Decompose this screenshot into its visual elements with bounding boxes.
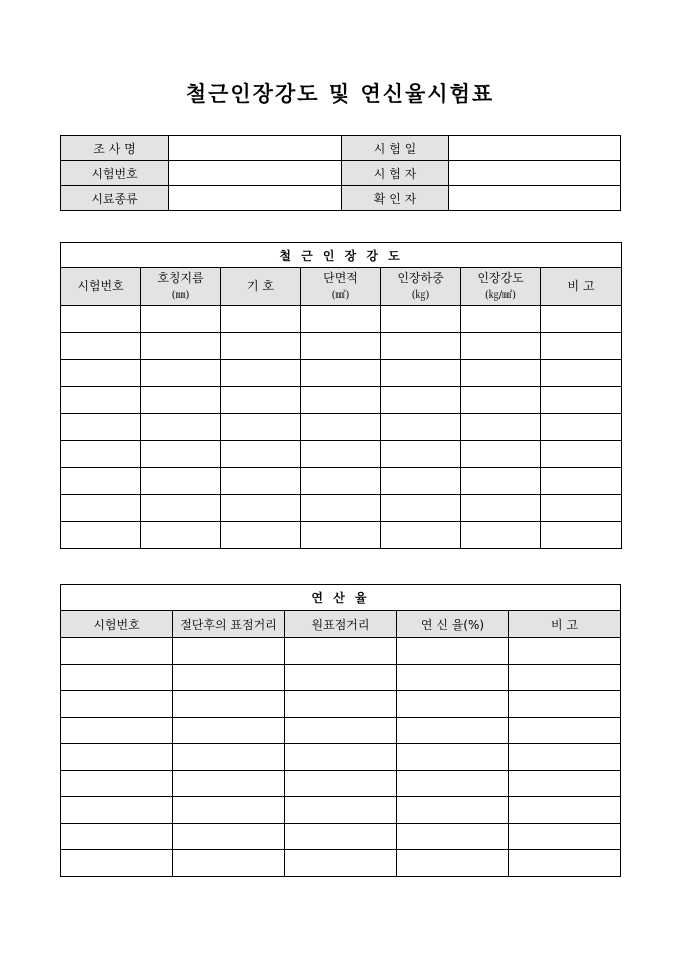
table-cell[interactable] (397, 638, 509, 665)
table-cell[interactable] (381, 522, 461, 549)
table-cell[interactable] (61, 522, 141, 549)
table-cell[interactable] (541, 387, 622, 414)
table-cell[interactable] (221, 522, 301, 549)
table-row (61, 306, 622, 333)
table-cell[interactable] (141, 522, 221, 549)
table-cell[interactable] (173, 664, 285, 691)
table-row (61, 638, 621, 665)
column-header: 연 신 율(%) (397, 611, 509, 638)
table-cell[interactable] (221, 360, 301, 387)
tensile-strength-table (60, 242, 622, 549)
table-cell[interactable] (61, 333, 141, 360)
table-cell[interactable] (61, 468, 141, 495)
table-cell[interactable] (173, 638, 285, 665)
table-cell[interactable] (61, 797, 173, 824)
table-cell[interactable] (61, 744, 173, 771)
info-row (61, 161, 621, 186)
info-table-body (61, 136, 621, 211)
table-cell[interactable] (461, 468, 541, 495)
table-cell[interactable] (221, 387, 301, 414)
tensile-header-row (61, 268, 622, 306)
table-cell[interactable] (381, 441, 461, 468)
column-header (301, 268, 381, 306)
table-cell[interactable] (61, 823, 173, 850)
table-cell[interactable] (461, 522, 541, 549)
table-cell[interactable] (141, 387, 221, 414)
table-cell[interactable] (509, 691, 621, 718)
elongation-header-row (61, 611, 621, 638)
table-cell[interactable] (301, 441, 381, 468)
table-cell[interactable] (397, 664, 509, 691)
table-cell[interactable] (221, 495, 301, 522)
table-cell[interactable] (173, 797, 285, 824)
table-cell[interactable] (541, 333, 622, 360)
table-cell[interactable] (461, 441, 541, 468)
table-cell[interactable] (141, 360, 221, 387)
column-label: 호칭지름 (157, 270, 204, 285)
column-header (141, 268, 221, 306)
table-cell[interactable] (285, 850, 397, 877)
table-cell[interactable] (509, 664, 621, 691)
info-value-field[interactable] (449, 161, 621, 186)
column-label: 인장강도 (477, 270, 524, 285)
column-header (61, 268, 141, 306)
table-cell[interactable] (141, 333, 221, 360)
column-header: 원표점거리 (285, 611, 397, 638)
column-header (381, 268, 461, 306)
table-cell[interactable] (541, 441, 622, 468)
table-cell[interactable] (173, 770, 285, 797)
column-header: 비 고 (509, 611, 621, 638)
table-cell[interactable] (61, 306, 141, 333)
table-cell[interactable] (221, 333, 301, 360)
table-cell[interactable] (509, 770, 621, 797)
table-cell[interactable] (461, 414, 541, 441)
table-row (61, 495, 622, 522)
info-value-field[interactable] (169, 186, 342, 211)
column-header: 시험번호 (61, 611, 173, 638)
info-value-field[interactable] (169, 161, 342, 186)
table-cell[interactable] (541, 495, 622, 522)
info-row (61, 186, 621, 211)
tensile-table-title: 철 근 인 장 강 도 (61, 243, 622, 268)
elongation-table-body (61, 585, 621, 877)
info-label: 시 험 자 (342, 161, 449, 186)
table-cell[interactable] (61, 770, 173, 797)
table-cell[interactable] (461, 360, 541, 387)
table-cell[interactable] (61, 691, 173, 718)
table-cell[interactable] (285, 744, 397, 771)
column-label: 비 고 (567, 279, 595, 293)
table-cell[interactable] (381, 360, 461, 387)
table-cell[interactable] (541, 360, 622, 387)
table-cell[interactable] (397, 744, 509, 771)
table-cell[interactable] (397, 797, 509, 824)
table-cell[interactable] (509, 717, 621, 744)
table-row (61, 333, 622, 360)
column-header (541, 268, 622, 306)
info-label: 확 인 자 (342, 186, 449, 211)
table-cell[interactable] (221, 468, 301, 495)
table-cell[interactable] (301, 522, 381, 549)
table-cell[interactable] (173, 744, 285, 771)
column-unit: (㎏) (411, 289, 430, 301)
table-cell[interactable] (301, 333, 381, 360)
table-row (61, 522, 622, 549)
column-header (221, 268, 301, 306)
table-cell[interactable] (381, 495, 461, 522)
table-cell[interactable] (509, 823, 621, 850)
table-cell[interactable] (509, 744, 621, 771)
info-row (61, 136, 621, 161)
table-cell[interactable] (397, 770, 509, 797)
table-cell[interactable] (397, 717, 509, 744)
table-cell[interactable] (301, 414, 381, 441)
table-cell[interactable] (541, 414, 622, 441)
table-row (61, 691, 621, 718)
table-cell[interactable] (301, 306, 381, 333)
table-cell[interactable] (285, 717, 397, 744)
table-cell[interactable] (285, 691, 397, 718)
column-header: 절단후의 표점거리 (173, 611, 285, 638)
table-cell[interactable] (509, 850, 621, 877)
info-label: 시 험 일 (342, 136, 449, 161)
table-cell[interactable] (141, 414, 221, 441)
table-cell[interactable] (61, 664, 173, 691)
table-cell[interactable] (397, 850, 509, 877)
column-unit: (㎟) (331, 289, 350, 301)
table-cell[interactable] (381, 468, 461, 495)
table-cell[interactable] (221, 306, 301, 333)
table-cell[interactable] (301, 387, 381, 414)
document-title: 철근인장강도 및 연신율시험표 (185, 81, 495, 106)
table-cell[interactable] (61, 414, 141, 441)
table-cell[interactable] (541, 522, 622, 549)
table-cell[interactable] (61, 638, 173, 665)
table-row (61, 468, 622, 495)
column-unit: (㎏/㎟) (484, 289, 517, 301)
column-header (461, 268, 541, 306)
table-cell[interactable] (397, 691, 509, 718)
elongation-table (60, 584, 621, 877)
table-cell[interactable] (301, 360, 381, 387)
elongation-table-title: 연 산 율 (61, 585, 621, 611)
info-label: 시료종류 (61, 186, 169, 211)
table-cell[interactable] (461, 306, 541, 333)
column-label: 인장하중 (397, 270, 444, 285)
table-row (61, 850, 621, 877)
tensile-table-body (61, 243, 622, 549)
table-cell[interactable] (509, 797, 621, 824)
table-cell[interactable] (221, 441, 301, 468)
info-value-field[interactable] (449, 136, 621, 161)
table-cell[interactable] (285, 797, 397, 824)
table-cell[interactable] (461, 387, 541, 414)
column-label: 단면적 (323, 270, 358, 285)
table-row (61, 744, 621, 771)
table-cell[interactable] (141, 306, 221, 333)
info-value-field[interactable] (449, 186, 621, 211)
column-label: 기 호 (247, 279, 274, 293)
table-row (61, 360, 622, 387)
table-cell[interactable] (541, 306, 622, 333)
table-cell[interactable] (381, 414, 461, 441)
table-cell[interactable] (173, 850, 285, 877)
table-cell[interactable] (461, 333, 541, 360)
table-cell[interactable] (61, 387, 141, 414)
table-cell[interactable] (173, 717, 285, 744)
table-cell[interactable] (173, 691, 285, 718)
table-cell[interactable] (509, 638, 621, 665)
table-row (61, 717, 621, 744)
info-value-field[interactable] (169, 136, 342, 161)
table-cell[interactable] (381, 333, 461, 360)
table-row (61, 414, 622, 441)
table-cell[interactable] (285, 638, 397, 665)
table-cell[interactable] (461, 495, 541, 522)
table-row (61, 664, 621, 691)
table-cell[interactable] (541, 468, 622, 495)
table-row (61, 387, 622, 414)
table-cell[interactable] (61, 495, 141, 522)
table-cell[interactable] (397, 823, 509, 850)
table-cell[interactable] (381, 387, 461, 414)
table-cell[interactable] (141, 441, 221, 468)
table-cell[interactable] (381, 306, 461, 333)
table-cell[interactable] (285, 664, 397, 691)
table-cell[interactable] (61, 360, 141, 387)
table-cell[interactable] (221, 414, 301, 441)
table-cell[interactable] (173, 823, 285, 850)
column-label: 시험번호 (77, 279, 124, 293)
info-label: 시험번호 (61, 161, 169, 186)
table-cell[interactable] (141, 468, 221, 495)
table-row (61, 823, 621, 850)
table-cell[interactable] (301, 468, 381, 495)
table-row (61, 797, 621, 824)
table-cell[interactable] (141, 495, 221, 522)
table-row (61, 441, 622, 468)
table-cell[interactable] (61, 717, 173, 744)
info-label: 조 사 명 (61, 136, 169, 161)
info-table (60, 135, 621, 211)
table-cell[interactable] (61, 850, 173, 877)
table-row (61, 770, 621, 797)
table-cell[interactable] (285, 823, 397, 850)
table-cell[interactable] (301, 495, 381, 522)
column-unit: (㎜) (171, 289, 190, 301)
table-cell[interactable] (285, 770, 397, 797)
table-cell[interactable] (61, 441, 141, 468)
